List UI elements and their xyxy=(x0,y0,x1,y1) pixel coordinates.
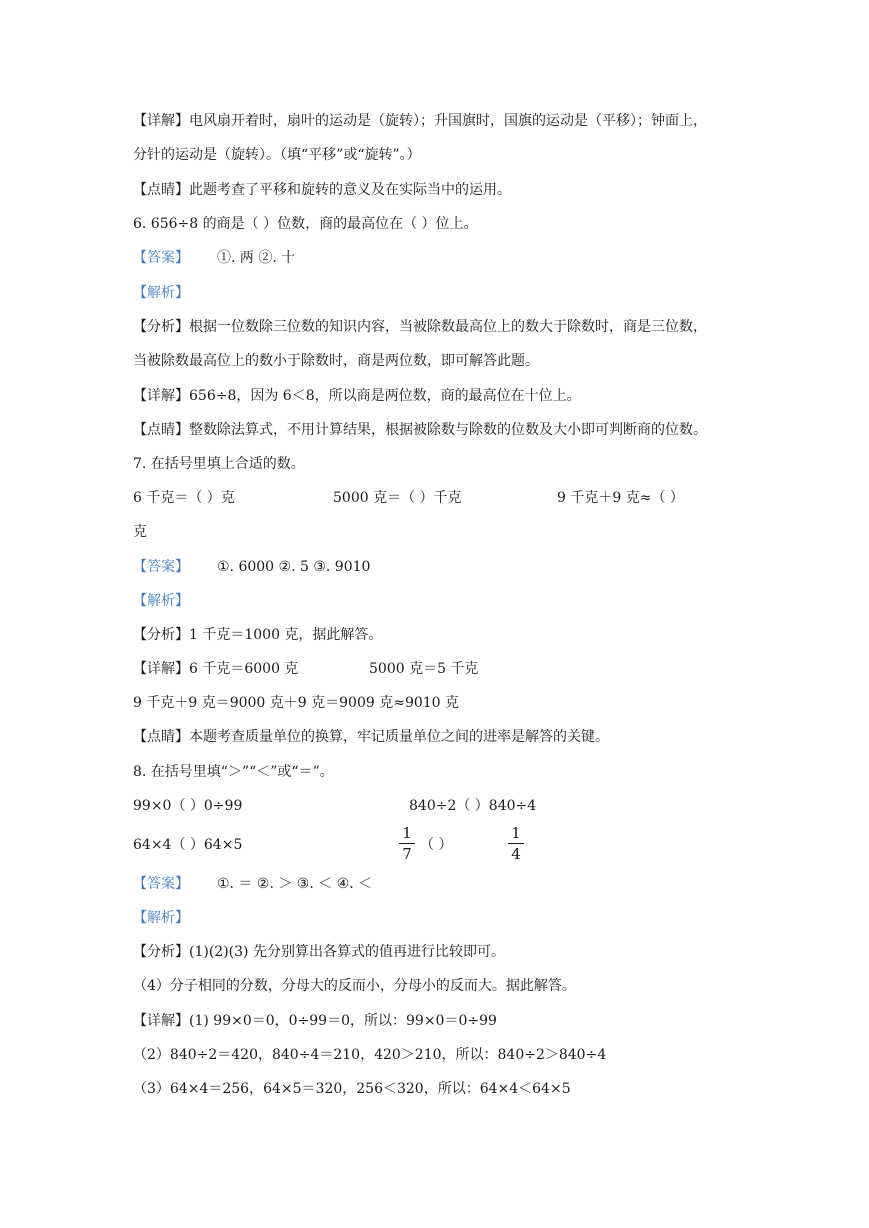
question-8: 8. 在括号里填“＞”“＜”或“＝”。 xyxy=(133,764,334,780)
q8-detail-1: 【详解】(1) 99×0＝0，0÷99＝0，所以：99×0＝0÷99 xyxy=(133,1013,497,1029)
fraction-one-quarter: 1 4 xyxy=(508,824,524,863)
q7-insight: 【点睛】本题考查质量单位的换算，牢记质量单位之间的进率是解答的关键。 xyxy=(133,729,609,745)
q6-answer xyxy=(133,248,295,268)
detail-line-cont: 分针的运动是（旋转）。（填“平移”或“旋转”。） xyxy=(133,147,421,163)
question-6: 6. 656÷8 的商是（ ）位数，商的最高位在（ ）位上。 xyxy=(133,216,478,232)
analysis-tag: 【解析】 xyxy=(133,285,189,301)
q8-detail-3: （3）64×4＝256，64×5＝320，256＜320，所以：64×4＜64×5 xyxy=(133,1081,571,1097)
q6-analysis-1: 【分析】根据一位数除三位数的知识内容，当被除数最高位上的数大于除数时，商是三位数， xyxy=(133,319,707,335)
q8-analysis-2: （4）分子相同的分数，分母大的反而小，分母小的反而大。据此解答。 xyxy=(133,978,576,994)
q7-item-c-unit: 克 xyxy=(133,524,147,540)
fraction-one-seventh: 1 7 xyxy=(399,824,415,863)
answer-text: ①. 两 ②. 十 xyxy=(217,250,296,266)
q7-answer xyxy=(133,557,370,577)
q7-item-a: 6 千克＝（ ）克 xyxy=(133,490,235,506)
q8-item-3: 64×4（ ）64×5 xyxy=(133,837,243,853)
q8-item-2: 840÷2（ ）840÷4 xyxy=(409,798,537,814)
q7-detail-2: 9 千克＋9 克＝9000 克＋9 克＝9009 克≈9010 克 xyxy=(133,695,460,711)
answer-tag: 【答案】 xyxy=(133,876,189,892)
q7-item-b: 5000 克＝（ ）千克 xyxy=(333,490,462,506)
q6-detail: 【详解】656÷8，因为 6＜8，所以商是两位数，商的最高位在十位上。 xyxy=(133,388,581,404)
q7-detail-b: 5000 克＝5 千克 xyxy=(369,661,479,677)
answer-tag: 【答案】 xyxy=(133,559,189,575)
question-7: 7. 在括号里填上合适的数。 xyxy=(133,456,305,472)
q8-detail-2: （2）840÷2＝420，840÷4＝210，420＞210，所以：840÷2＞840÷4 xyxy=(133,1047,607,1063)
q8-answer xyxy=(133,874,372,894)
detail-line: 【详解】电风扇开着时，扇叶的运动是（旋转）；升国旗时，国旗的运动是（平移）；钟面上， xyxy=(133,113,707,129)
q6-insight: 【点睛】整数除法算式，不用计算结果，根据被除数与除数的位数及大小即可判断商的位数。 xyxy=(133,422,707,438)
analysis-tag: 【解析】 xyxy=(133,593,189,609)
q7-analysis: 【分析】1 千克＝1000 克，据此解答。 xyxy=(133,627,383,643)
insight-line: 【点睛】此题考查了平移和旋转的意义及在实际当中的运用。 xyxy=(133,182,511,198)
q8-item-4-blank: （ ） xyxy=(420,837,453,853)
answer-text: ①. ＝ ②. ＞ ③. ＜ ④. ＜ xyxy=(217,876,373,892)
q7-detail-a: 【详解】6 千克＝6000 克 xyxy=(133,661,299,677)
q8-item-1: 99×0（ ）0÷99 xyxy=(133,798,243,814)
q6-analysis-2: 当被除数最高位上的数小于除数时，商是两位数，即可解答此题。 xyxy=(133,353,539,369)
q7-item-c: 9 千克＋9 克≈（ ） xyxy=(557,490,684,506)
answer-tag: 【答案】 xyxy=(133,250,189,266)
analysis-tag: 【解析】 xyxy=(133,910,189,926)
q8-analysis-1: 【分析】(1)(2)(3) 先分别算出各算式的值再进行比较即可。 xyxy=(133,944,505,960)
answer-text: ①. 6000 ②. 5 ③. 9010 xyxy=(217,559,371,575)
